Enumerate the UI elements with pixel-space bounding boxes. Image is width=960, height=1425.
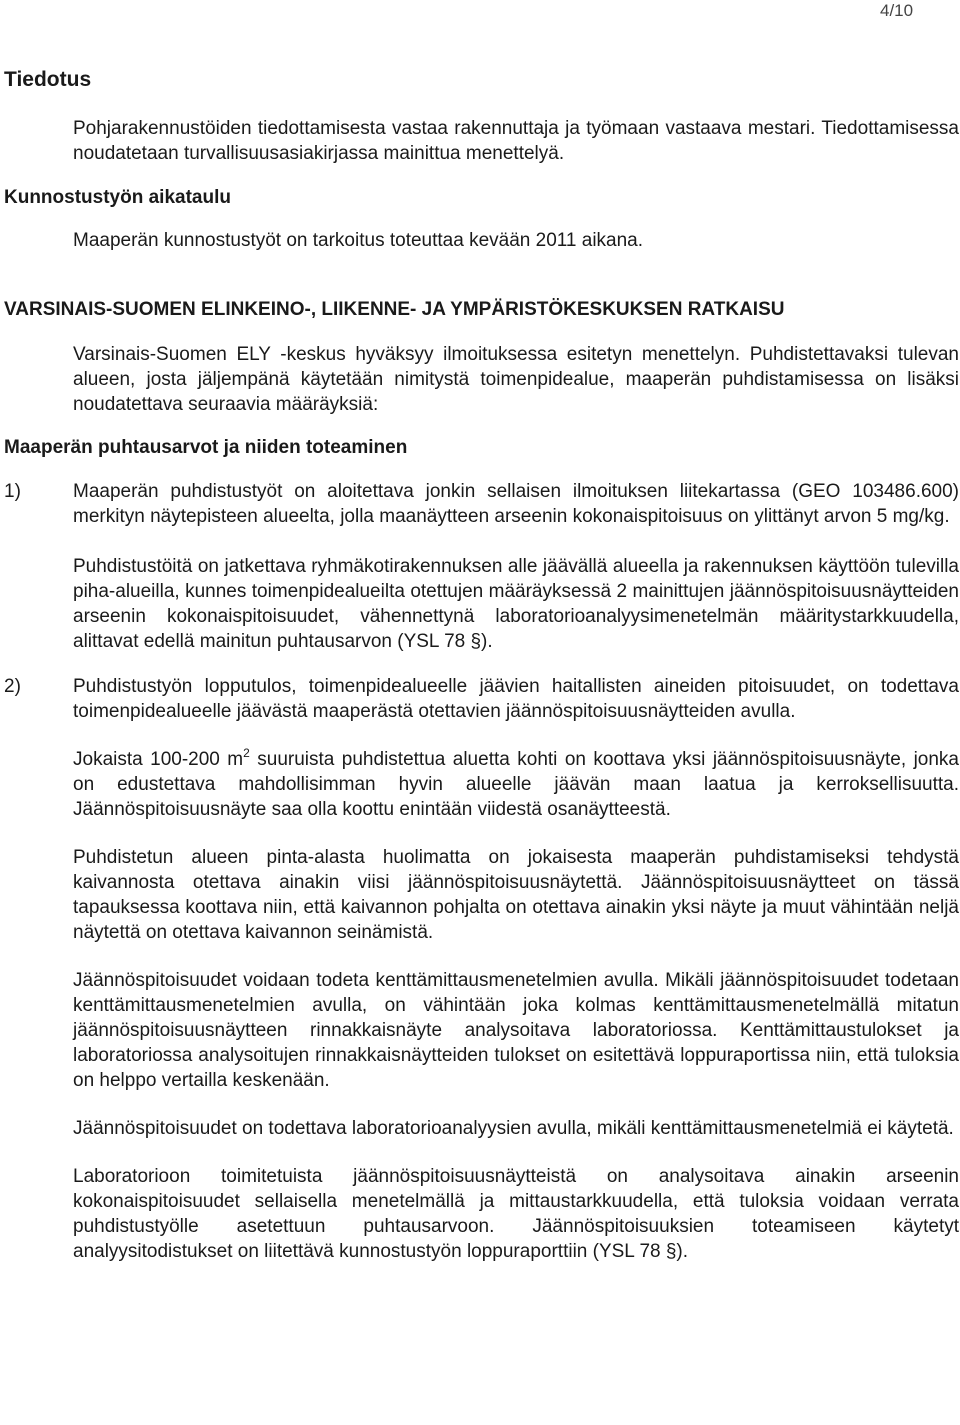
item-1-number: 1) xyxy=(4,481,21,502)
item-1-paragraph-2: Puhdistustöitä on jatkettava ryhmäkotirakennuksen alle jäävällä alueella ja rakennuksen käyttöön tulevilla piha-alueilla, kunnes toimenpidealueilta otettujen määräyksessä 2 mainittujen jäännöspitoisuusnäytteiden arseenin kokonaispitoisuudet, vähennettynä laboratorioanalyysimenetelmän määritystarkkuudella, alittavat edellä mainitun puhtausarvon (YSL 78 §). xyxy=(73,556,959,652)
document-body xyxy=(4,67,959,1264)
aikataulu-paragraph: Maaperän kunnostustyöt on tarkoitus toteuttaa kevään 2011 aikana. xyxy=(73,230,644,251)
heading-aikataulu: Kunnostustyön aikataulu xyxy=(4,187,231,208)
heading-tiedotus: Tiedotus xyxy=(4,68,92,91)
list-item-1 xyxy=(4,479,959,654)
page-number: 4/10 xyxy=(880,1,914,20)
item-2-paragraph-5: Jäännöspitoisuudet on todettava laboratorioanalyysien avulla, mikäli kenttämittausmenetelmiä ei käytetä. xyxy=(73,1118,954,1139)
item-2-body xyxy=(73,674,959,1264)
item-2-paragraph-3: Puhdistetun alueen pinta-alasta huolimatta on jokaisesta maaperän puhdistamiseksi tehdystä kaivannosta otettava ainakin viisi jäännöspitoisuusnäytettä. Jäännöspitoisuusnäytteet on tässä tapauksessa koottava niin, että kaivannon pohjalta on otettava ainakin yksi näyte ja muut vähintään neljä näytettä on otettava kaivannon seinämistä. xyxy=(73,847,959,943)
sample-superscript: 2 xyxy=(243,746,250,760)
ratkaisu-paragraph xyxy=(73,342,959,417)
heading-ratkaisu: VARSINAIS-SUOMEN ELINKEINO-, LIIKENNE- JA YMPÄRISTÖKESKUKSEN RATKAISU xyxy=(4,299,785,320)
item-2-paragraph-1: Puhdistustyön lopputulos, toimenpidealueelle jäävien haitallisten aineiden pitoisuudet, on todettava toimenpidealueelle jäävästä maaperästä otettavien jäännöspitoisuusnäytteiden avulla. xyxy=(73,676,959,722)
item-2-number: 2) xyxy=(4,676,21,697)
item-2-sample-paragraph xyxy=(73,747,959,822)
sample-text-before: Jokaista 100-200 m xyxy=(73,749,244,770)
heading-puhtausarvot: Maaperän puhtausarvot ja niiden toteaminen xyxy=(4,437,408,458)
ratkaisu-text: Varsinais-Suomen ELY -keskus hyväksyy ilmoituksessa esitetyn menettelyn. Puhdistettavaksi tulevan alueen, josta jäljempänä käytetään nimitystä toimenpidealue, maaperän puhdistamisessa on lisäksi noudatettava seuraavia määräyksiä: xyxy=(73,344,959,415)
item-1-body xyxy=(73,479,959,654)
item-2-paragraph-6: Laboratorioon toimitetuista jäännöspitoisuusnäytteistä on analysoitava ainakin arseenin kokonaispitoisuudet sellaisella menetelmällä ja mittaustarkkuudella, että tuloksia voidaan verrata puhdistustyölle asetettuun puhtausarvoon. Jäännöspitoisuuksien toteamiseen käytetyt analyysitodistukset on liitettävä kunnostustyön loppuraporttiin (YSL 78 §). xyxy=(73,1166,959,1262)
list-item-2 xyxy=(4,674,959,1264)
item-1-paragraph-1: Maaperän puhdistustyöt on aloitettava jonkin sellaisen ilmoituksen liitekartassa (GEO 103486.600) merkityn näytepisteen alueelta, jolla maanäytteen arseenin kokonaispitoisuus on ylittänyt arvon 5 mg/kg. xyxy=(73,481,959,527)
tiedotus-paragraph: Pohjarakennustöiden tiedottamisesta vastaa rakennuttaja ja työmaan vastaava mestari. Tiedottamisessa noudatetaan turvallisuusasiakirjassa mainittua menettelyä. xyxy=(73,118,959,164)
sample-text-after: suuruista puhdistettua aluetta kohti on koottava yksi jäännöspitoisuusnäyte, jonka on edustettava mahdollisimman hyvin alueelle jäävän maan laatua ja kerroksellisuutta. Jäännöspitoisuusnäyte saa olla koottu enintään viidestä osanäytteestä. xyxy=(73,749,959,820)
item-2-paragraph-4: Jäännöspitoisuudet voidaan todeta kenttämittausmenetelmien avulla. Mikäli jäännöspitoisuudet todetaan kenttämittausmenetelmien avulla, on vähintään joka kolmas kenttämittausmenetelmällä mitatun jäännöspitoisuusnäytteen rinnakkaisnäyte analysoitava laboratoriossa. Kenttämittaustulokset ja laboratoriossa analysoitujen rinnakkaisnäytteiden tulokset on esitettävä loppuraportissa niin, että tuloksia on helppo vertailla keskenään. xyxy=(73,970,959,1091)
